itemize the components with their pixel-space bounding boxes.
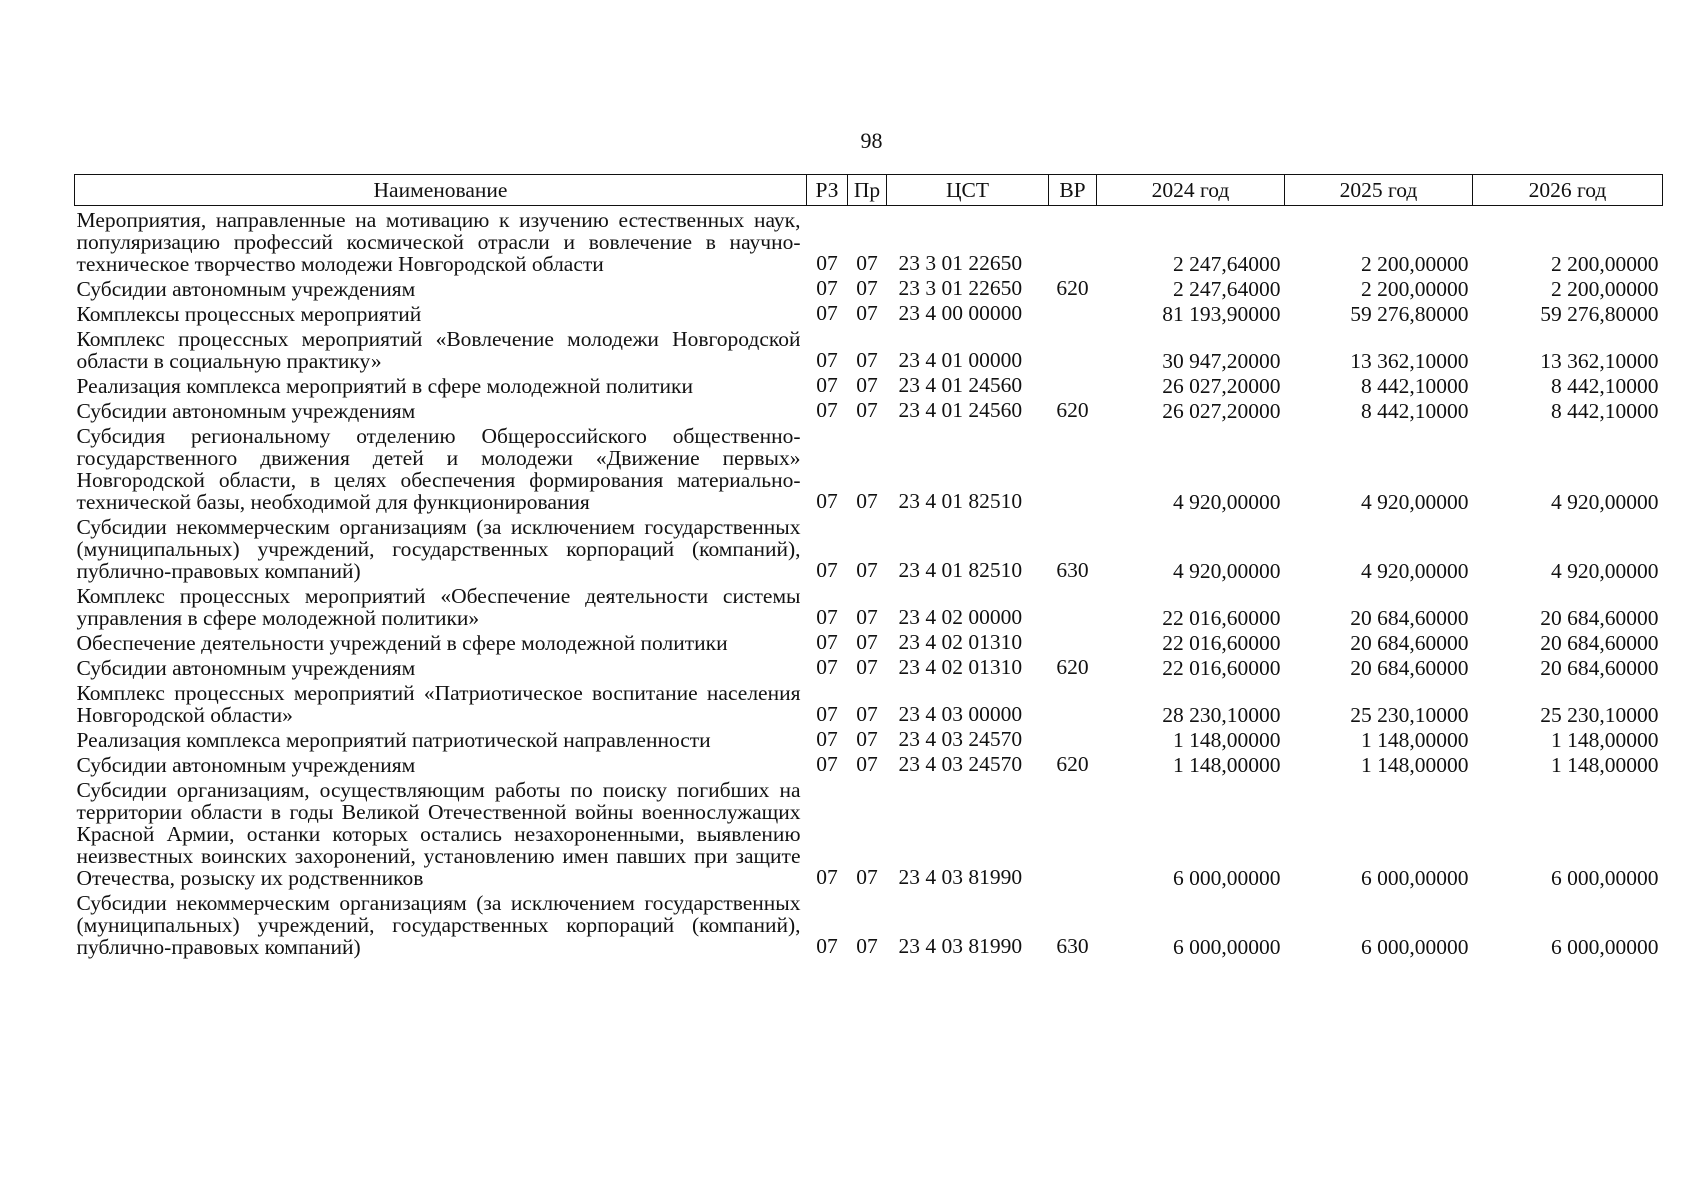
- row-rz: 07: [816, 655, 838, 679]
- table-row: [75, 300, 1663, 325]
- row-amount-2024: 28 230,10000: [1162, 703, 1281, 727]
- row-name: Обеспечение деятельности учреждений в сфере молодежной политики: [76, 631, 728, 655]
- row-amount-2026: 2 200,00000: [1551, 252, 1659, 276]
- row-vr: [1049, 206, 1097, 276]
- row-vr: [1049, 300, 1097, 325]
- table-row: [75, 206, 1663, 276]
- row-vr: 620: [1056, 655, 1089, 679]
- row-amount-2024: 26 027,20000: [1162, 374, 1281, 398]
- row-amount-2025: 2 200,00000: [1361, 252, 1469, 276]
- table-row: [75, 654, 1663, 679]
- row-amount-2026: 20 684,60000: [1540, 606, 1659, 630]
- row-pr: 07: [856, 373, 878, 397]
- row-cst: 23 4 01 24560: [898, 373, 1023, 397]
- row-amount-2025: 20 684,60000: [1350, 631, 1469, 655]
- row-name: Реализация комплекса мероприятий в сфере молодежной политики: [76, 374, 693, 398]
- row-cst: 23 4 02 00000: [898, 605, 1023, 629]
- row-rz: 07: [816, 398, 838, 422]
- row-rz: 07: [816, 702, 838, 726]
- row-amount-2024: 1 148,00000: [1173, 753, 1281, 777]
- row-amount-2025: 8 442,10000: [1361, 399, 1469, 423]
- row-pr: 07: [856, 702, 878, 726]
- row-cst: 23 4 01 82510: [898, 558, 1023, 582]
- row-pr: 07: [856, 630, 878, 654]
- row-rz: 07: [816, 558, 838, 582]
- row-amount-2026: 8 442,10000: [1551, 399, 1659, 423]
- row-pr: 07: [856, 301, 878, 325]
- row-rz: 07: [816, 727, 838, 751]
- header-cst: ЦСТ: [887, 175, 1049, 206]
- row-vr: [1049, 679, 1097, 726]
- row-vr: [1049, 372, 1097, 397]
- header-2024: 2024 год: [1097, 175, 1285, 206]
- table-row: [75, 513, 1663, 582]
- row-amount-2026: 1 148,00000: [1551, 728, 1659, 752]
- row-amount-2024: 4 920,00000: [1173, 559, 1281, 583]
- table-row: [75, 889, 1663, 958]
- row-vr: 620: [1056, 752, 1089, 776]
- row-amount-2024: 26 027,20000: [1162, 399, 1281, 423]
- row-amount-2024: 30 947,20000: [1162, 349, 1281, 373]
- row-amount-2024: 6 000,00000: [1173, 935, 1281, 959]
- row-pr: 07: [856, 558, 878, 582]
- row-amount-2026: 6 000,00000: [1551, 866, 1659, 890]
- row-pr: 07: [856, 398, 878, 422]
- row-vr: [1049, 629, 1097, 654]
- row-cst: 23 4 03 81990: [898, 934, 1023, 958]
- header-name: Наименование: [75, 175, 807, 206]
- row-amount-2025: 13 362,10000: [1350, 349, 1469, 373]
- table-header-row: [75, 175, 1663, 206]
- table-row: [75, 422, 1663, 513]
- row-vr: 620: [1056, 276, 1089, 300]
- table-row: [75, 325, 1663, 372]
- row-amount-2026: 2 200,00000: [1551, 277, 1659, 301]
- page-number: 98: [860, 128, 883, 153]
- row-amount-2026: 8 442,10000: [1551, 374, 1659, 398]
- row-amount-2024: 2 247,64000: [1173, 252, 1281, 276]
- row-amount-2026: 20 684,60000: [1540, 631, 1659, 655]
- row-amount-2026: 25 230,10000: [1540, 703, 1659, 727]
- row-pr: 07: [856, 865, 878, 889]
- header-2026: 2026 год: [1473, 175, 1663, 206]
- row-rz: 07: [816, 605, 838, 629]
- row-rz: 07: [816, 276, 838, 300]
- row-pr: 07: [856, 655, 878, 679]
- header-vr: ВР: [1049, 175, 1097, 206]
- row-vr: [1049, 582, 1097, 629]
- row-amount-2024: 4 920,00000: [1173, 490, 1281, 514]
- row-vr: [1049, 325, 1097, 372]
- row-amount-2026: 1 148,00000: [1551, 753, 1659, 777]
- row-amount-2025: 6 000,00000: [1361, 866, 1469, 890]
- row-amount-2025: 1 148,00000: [1361, 728, 1469, 752]
- row-amount-2025: 6 000,00000: [1361, 935, 1469, 959]
- row-pr: 07: [856, 251, 878, 275]
- row-cst: 23 4 01 24560: [898, 398, 1023, 422]
- row-amount-2024: 22 016,60000: [1162, 631, 1281, 655]
- row-amount-2024: 1 148,00000: [1173, 728, 1281, 752]
- row-amount-2025: 8 442,10000: [1361, 374, 1469, 398]
- row-name: Субсидии автономным учреждениям: [76, 399, 416, 423]
- row-amount-2026: 20 684,60000: [1540, 656, 1659, 680]
- table-row: [75, 776, 1663, 889]
- row-name: Комплексы процессных мероприятий: [76, 302, 422, 326]
- row-cst: 23 4 01 00000: [898, 348, 1023, 372]
- table-row: [75, 679, 1663, 726]
- row-cst: 23 4 01 82510: [898, 489, 1023, 513]
- row-pr: 07: [856, 752, 878, 776]
- table-row: [75, 629, 1663, 654]
- budget-table: [74, 174, 1663, 958]
- row-rz: 07: [816, 301, 838, 325]
- row-amount-2026: 4 920,00000: [1551, 490, 1659, 514]
- header-rz: РЗ: [807, 175, 848, 206]
- row-cst: 23 4 03 81990: [898, 865, 1023, 889]
- row-amount-2025: 20 684,60000: [1350, 606, 1469, 630]
- row-amount-2025: 2 200,00000: [1361, 277, 1469, 301]
- row-cst: 23 4 00 00000: [898, 301, 1023, 325]
- row-cst: 23 4 03 24570: [898, 727, 1023, 751]
- row-cst: 23 4 03 00000: [898, 702, 1023, 726]
- row-pr: 07: [856, 489, 878, 513]
- table-row: [75, 275, 1663, 300]
- row-amount-2026: 13 362,10000: [1540, 349, 1659, 373]
- row-name: Субсидии организациям, осуществляющим работы по поиску погибших на территории области в годы Великой Отечественной войны военнослужащих Красной Армии, останки которых остались незахороненными, выявлению неизвестных воинских захоронений, установлению имен павших при защите Отечества, розыску их родственников: [76, 778, 801, 890]
- row-cst: 23 3 01 22650: [898, 251, 1023, 275]
- row-rz: 07: [816, 373, 838, 397]
- row-name: Субсидия региональному отделению Общероссийского общественно-государственного движения детей и молодежи «Движение первых» Новгородской области, в целях обеспечения формирования материально-технической базы, необходимой для функционирования: [76, 424, 801, 514]
- table-row: [75, 582, 1663, 629]
- row-name: Комплекс процессных мероприятий «Патриотическое воспитание населения Новгородской области»: [76, 681, 801, 727]
- row-name: Комплекс процессных мероприятий «Вовлечение молодежи Новгородской области в социальную практику»: [76, 327, 801, 373]
- row-vr: [1049, 726, 1097, 751]
- row-name: Субсидии автономным учреждениям: [76, 656, 416, 680]
- row-cst: 23 3 01 22650: [898, 276, 1023, 300]
- row-vr: [1049, 422, 1097, 513]
- row-amount-2025: 25 230,10000: [1350, 703, 1469, 727]
- row-name: Мероприятия, направленные на мотивацию к изучению естественных наук, популяризацию профессий космической отрасли и вовлечение в научно-техническое творчество молодежи Новгородской области: [76, 208, 801, 276]
- row-name: Реализация комплекса мероприятий патриотической направленности: [76, 728, 711, 752]
- row-pr: 07: [856, 934, 878, 958]
- table-row: [75, 372, 1663, 397]
- row-vr: 630: [1056, 934, 1089, 958]
- row-pr: 07: [856, 348, 878, 372]
- row-amount-2026: 59 276,80000: [1540, 302, 1659, 326]
- row-amount-2025: 59 276,80000: [1350, 302, 1469, 326]
- row-rz: 07: [816, 752, 838, 776]
- row-cst: 23 4 02 01310: [898, 630, 1023, 654]
- row-amount-2024: 81 193,90000: [1162, 302, 1281, 326]
- row-amount-2024: 2 247,64000: [1173, 277, 1281, 301]
- row-rz: 07: [816, 348, 838, 372]
- row-rz: 07: [816, 251, 838, 275]
- row-rz: 07: [816, 865, 838, 889]
- row-vr: 620: [1056, 398, 1089, 422]
- row-amount-2024: 22 016,60000: [1162, 656, 1281, 680]
- row-rz: 07: [816, 489, 838, 513]
- row-amount-2024: 22 016,60000: [1162, 606, 1281, 630]
- row-rz: 07: [816, 630, 838, 654]
- row-rz: 07: [816, 934, 838, 958]
- row-vr: 630: [1056, 558, 1089, 582]
- row-amount-2025: 4 920,00000: [1361, 559, 1469, 583]
- row-pr: 07: [856, 605, 878, 629]
- table-row: [75, 397, 1663, 422]
- row-vr: [1049, 776, 1097, 889]
- row-cst: 23 4 03 24570: [898, 752, 1023, 776]
- header-2025: 2025 год: [1285, 175, 1473, 206]
- row-amount-2026: 4 920,00000: [1551, 559, 1659, 583]
- row-pr: 07: [856, 727, 878, 751]
- table-row: [75, 751, 1663, 776]
- row-cst: 23 4 02 01310: [898, 655, 1023, 679]
- table-row: [75, 726, 1663, 751]
- table-body: [75, 206, 1663, 959]
- row-amount-2025: 4 920,00000: [1361, 490, 1469, 514]
- row-name: Комплекс процессных мероприятий «Обеспечение деятельности системы управления в сфере молодежной политики»: [76, 584, 801, 630]
- row-name: Субсидии автономным учреждениям: [76, 277, 416, 301]
- row-name: Субсидии некоммерческим организациям (за исключением государственных (муниципальных) учреждений, государственных корпораций (компаний), публично-правовых компаний): [76, 515, 801, 583]
- row-name: Субсидии автономным учреждениям: [76, 753, 416, 777]
- row-amount-2026: 6 000,00000: [1551, 935, 1659, 959]
- header-pr: Пр: [848, 175, 887, 206]
- row-pr: 07: [856, 276, 878, 300]
- row-amount-2025: 1 148,00000: [1361, 753, 1469, 777]
- row-name: Субсидии некоммерческим организациям (за исключением государственных (муниципальных) учреждений, государственных корпораций (компаний), публично-правовых компаний): [76, 891, 801, 959]
- row-amount-2024: 6 000,00000: [1173, 866, 1281, 890]
- row-amount-2025: 20 684,60000: [1350, 656, 1469, 680]
